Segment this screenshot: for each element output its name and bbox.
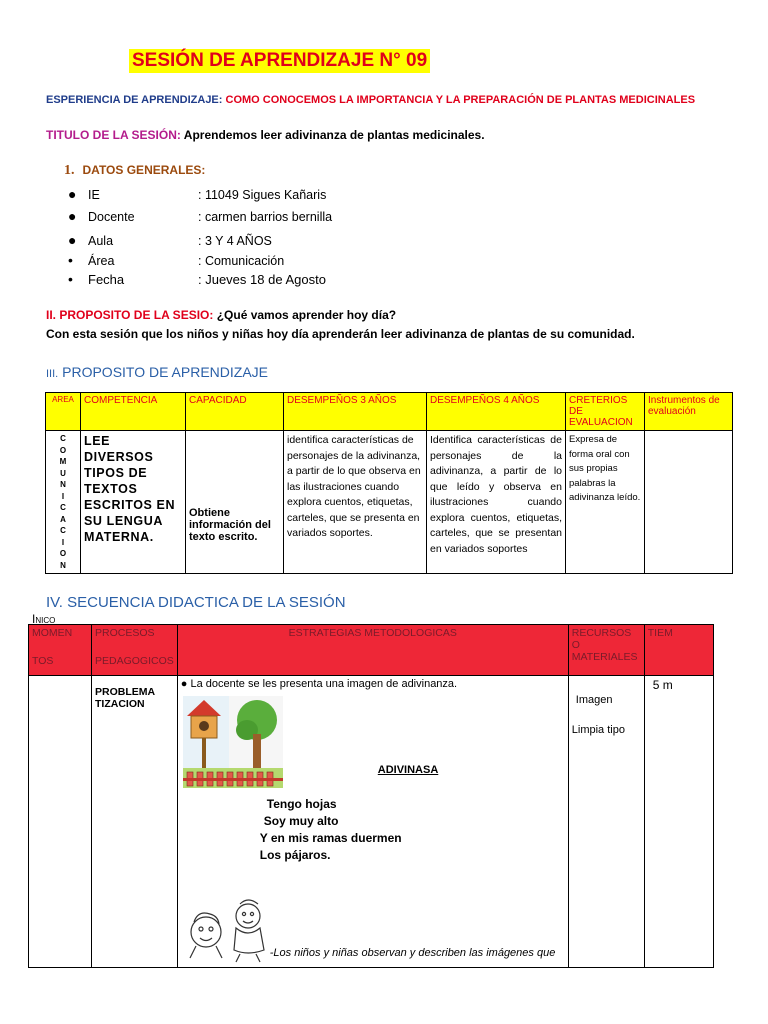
col-header-criterios: CRETERIOS DE EVALUACION — [566, 393, 645, 431]
header-line: PROCESOS — [95, 627, 155, 639]
bullet-icon: ● — [68, 232, 77, 248]
competencia-cell: LEE DIVERSOS TIPOS DE TEXTOS ESCRITOS EN SU LENGUA MATERNA. — [81, 431, 186, 574]
area-vertical-text — [46, 431, 81, 574]
col-header-recursos: RECURSOS O MATERIALES — [568, 625, 644, 676]
info-value: : carmen barrios bernilla — [198, 210, 333, 224]
bullet-icon: ● — [68, 208, 77, 224]
proposito-table — [45, 392, 733, 574]
header-line: PEDAGOGICOS — [95, 655, 174, 667]
recursos-cell — [568, 676, 644, 968]
info-row-fecha — [68, 271, 326, 287]
datos-generales-heading — [64, 163, 205, 179]
desempeno-4-cell: Identifica características de personajes de la adivinanza, a partir de lo que leído y observa en ilustraciones cuando explora cuentos, etiquetas, carteles, que se presentan en variados soportes — [427, 431, 566, 574]
titulo-value: Aprendemos leer adivinanza de plantas medicinales. — [180, 128, 485, 142]
section-heading: DATOS GENERALES: — [82, 163, 206, 177]
col-header-area: AREA — [46, 393, 81, 431]
proposito-sesion-text: Con esta sesión que los niños y niñas hoy día aprenderán leer adivinanza de plantas de su comunidad. — [46, 327, 635, 341]
bullet-icon: • — [68, 252, 73, 268]
heading-number: III. — [46, 368, 59, 380]
info-value: : 11049 Sigues Kañaris — [198, 188, 327, 202]
capacidad-cell: Obtiene información del texto escrito. — [186, 431, 284, 574]
area-letter: C — [60, 503, 66, 512]
area-letter: N — [60, 480, 66, 489]
col-header-momentos — [29, 625, 92, 676]
tree-birdhouse-image — [183, 696, 283, 788]
verse-line: Los pájaros. — [259, 848, 331, 862]
proposito-aprendizaje-heading — [46, 364, 268, 380]
experiencia-line — [46, 94, 695, 106]
info-key: Aula — [88, 234, 114, 248]
verse-line: Tengo hojas — [266, 797, 337, 811]
col-header-tiempo: TIEM — [644, 625, 713, 676]
info-key: Área — [88, 254, 115, 268]
col-header-estrategias: ESTRATEGIAS METODOLOGICAS — [177, 625, 568, 676]
info-key: IE — [88, 188, 100, 202]
area-letter: C — [60, 526, 66, 535]
info-key: Docente — [88, 210, 135, 224]
verse-line: Soy muy alto — [263, 814, 339, 828]
recurso-item: Imagen — [575, 694, 613, 706]
info-row-aula — [68, 232, 272, 248]
secuencia-heading: IV. SECUENCIA DIDACTICA DE LA SESIÓN — [46, 594, 346, 611]
table-row — [29, 676, 714, 968]
proposito-sesion-line — [46, 308, 396, 322]
experiencia-label: ESPERIENCIA DE APRENDIZAJE: — [46, 94, 223, 106]
info-value: : Comunicación — [198, 254, 285, 268]
area-letter: O — [59, 445, 67, 455]
area-letter: I — [61, 491, 65, 501]
col-header-instrumentos: Instrumentos de evaluación — [645, 393, 733, 431]
info-value: : 3 Y 4 AÑOS — [198, 234, 272, 248]
bullet-text: La docente se les presenta una imagen de adivinanza. — [190, 678, 458, 690]
header-line: MOMEN — [32, 627, 73, 639]
col-header-competencia: COMPETENCIA — [81, 393, 186, 431]
info-key: Fecha — [88, 272, 125, 287]
header-line: TOS — [32, 655, 54, 667]
area-letter: M — [59, 457, 67, 466]
section-number: 1. — [64, 163, 75, 178]
verse-line: Y en mis ramas duermen — [259, 831, 402, 845]
titulo-label: TITULO DE LA SESIÓN: — [46, 128, 181, 142]
info-row-docente — [68, 208, 332, 224]
table-header-row — [29, 625, 714, 676]
closing-text: -Los niños y niñas observan y describen las imágenes que — [269, 947, 556, 959]
proposito-sesion-question: ¿Qué vamos aprender hoy día? — [213, 308, 397, 322]
proposito-sesion-label: II. PROPOSITO DE LA SESIO: — [46, 308, 214, 322]
bullet-icon: ● — [180, 678, 191, 690]
area-letter: C — [60, 434, 66, 443]
info-value: : Jueves 18 de Agosto — [198, 272, 326, 287]
titulo-line — [46, 128, 485, 142]
recurso-item: Limpia tipo — [571, 724, 625, 736]
bullet-icon: • — [68, 271, 73, 287]
table-header-row — [46, 393, 733, 431]
area-letter: U — [60, 468, 66, 478]
bullet-icon: ● — [68, 186, 77, 202]
desempeno-3-cell: identifica características de personajes de la adivinanza, a partir de lo que observa en las ilustraciones cuando explora cuentos, etiquetas, carteles, que se presenta en variados soportes. — [284, 431, 427, 574]
adivinanza-title: ADIVINASA — [377, 764, 439, 776]
estrategias-cell — [177, 676, 568, 968]
momento-value: Inico — [32, 611, 56, 626]
proceso-cell: PROBLEMA TIZACION — [92, 676, 178, 968]
secuencia-table — [28, 611, 714, 968]
experiencia-value: COMO CONOCEMOS LA IMPORTANCIA Y LA PREPARACIÓN DE PLANTAS MEDICINALES — [222, 94, 696, 106]
col-header-procesos — [92, 625, 178, 676]
criterio-cell: Expresa de forma oral con sus propias palabras la adivinanza leído. — [566, 431, 645, 574]
instrumento-cell — [645, 431, 733, 574]
info-row-ie — [68, 186, 326, 202]
area-letter: O — [59, 549, 67, 558]
heading-text: PROPOSITO DE APRENDIZAJE — [58, 364, 269, 380]
col-header-desempeno-4: DESEMPEÑOS 4 AÑOS — [427, 393, 566, 431]
col-header-desempeno-3: DESEMPEÑOS 3 AÑOS — [284, 393, 427, 431]
tiempo-cell: 5 m — [644, 676, 713, 968]
col-header-capacidad: CAPACIDAD — [186, 393, 284, 431]
table-row — [46, 431, 733, 574]
area-letter: I — [61, 537, 65, 547]
children-drawing-image — [184, 894, 274, 964]
bullet-line — [181, 678, 565, 690]
page-title: SESIÓN DE APRENDIZAJE N° 09 — [129, 49, 430, 73]
area-letter: A — [60, 514, 66, 524]
adivinanza-verse — [259, 796, 402, 864]
area-letter: N — [60, 560, 66, 570]
info-row-area — [68, 252, 284, 268]
